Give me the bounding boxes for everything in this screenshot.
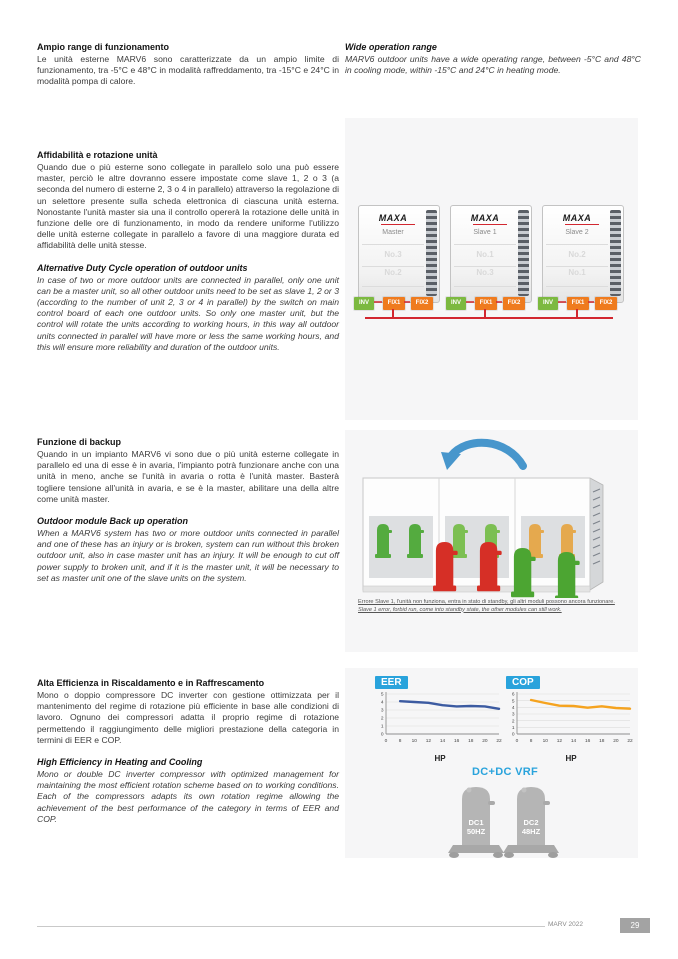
cop-xlabel: HP <box>565 754 577 763</box>
section-title-it: Funzione di backup <box>37 437 122 447</box>
fix2-box: FIX2 <box>503 297 525 310</box>
section-body-en: In case of two or more outdoor units are connected in parallel, only one unit can be a master unit, so all other outdoor units need to be set as slave 1, 2 or 3 (according to the number of unit 2, 3 or 4 in parallel) by the switch on main control board of each one outdoor units. So only one master unit, but the control will rotate the units according to working hours, in this way all outdoor units connected in parallel will have more or less the same working hours, and this will ensure more reliability and duration of the outdoor units. <box>37 274 339 352</box>
outdoor-unit-master <box>358 205 440 306</box>
footer-divider <box>37 926 545 927</box>
cop-line-chart <box>506 690 636 748</box>
svg-text:12: 12 <box>425 739 432 744</box>
section-efficiency <box>37 678 339 825</box>
compressor1-line2: 50HZ <box>466 827 486 836</box>
section-operation-range-it <box>37 42 339 88</box>
svg-text:0: 0 <box>380 732 384 738</box>
eer-line-chart <box>375 690 505 748</box>
unit-grille <box>426 210 437 296</box>
section-reliability <box>37 150 339 353</box>
logo-underline <box>381 224 415 225</box>
compressor2-line2: 48HZ <box>521 827 541 836</box>
eer-xlabel: HP <box>434 754 446 763</box>
section-body-en: When a MARV6 system has two or more outdoor units connected in parallel and one of these has an injury or is broken, system can run without this broken outdoor unit, also in case master unit has an injury. It will be enough to cut off power supply to broken unit, and if it is the master unit, it will be necessary to set as master unit one of the slave units on the system. <box>37 528 339 583</box>
maxa-logo: MAXA <box>470 213 500 223</box>
svg-text:18: 18 <box>599 739 605 744</box>
svg-text:14: 14 <box>439 739 446 744</box>
svg-text:3: 3 <box>380 708 384 714</box>
svg-text:18: 18 <box>468 739 474 744</box>
svg-text:12: 12 <box>556 739 563 744</box>
page-number-badge: 29 <box>620 918 650 933</box>
inv-box: INV <box>446 297 466 310</box>
section-title-en: Alternative Duty Cycle operation of outdoor units <box>37 262 248 273</box>
svg-text:3: 3 <box>511 712 515 718</box>
section-body-it: Quando due o più esterne sono collegate in parallelo solo una può essere master, perciò le altre dovranno essere impostate come slave 1, 2 o 3 (a seconda del numero di esterne 2, 3 o 4 in parallelo) attraverso la regolazione di un selettore presente sulla scheda elettronica di ciascuna unità esterna. Nonostante l'unità master sia una il controllo opererà la rotazione delle unità in funzione delle ore di funzionamento, in modo da rendere uniforme l'utilizzo delle unità esterne collegate in parallelo a favore di una maggiore durata ed affidabilità delle unità stesse. <box>37 162 339 251</box>
svg-text:2: 2 <box>380 716 384 722</box>
svg-text:22: 22 <box>496 739 502 744</box>
svg-text:20: 20 <box>482 739 488 744</box>
svg-text:4: 4 <box>380 700 384 706</box>
fix2-box: FIX2 <box>411 297 433 310</box>
outdoor-unit-slave1 <box>450 205 532 306</box>
svg-text:5: 5 <box>511 699 515 705</box>
unit-grille <box>518 210 529 296</box>
maxa-logo: MAXA <box>378 213 408 223</box>
module-number: No.1 <box>568 268 586 277</box>
section-backup <box>37 437 339 584</box>
svg-text:20: 20 <box>613 739 619 744</box>
section-body-en: Mono or double DC inverter compressor with optimized management for maintaining the most efficient rotation scheme based on to working conditions. Each of the compressors adapts its own rotation regime allowing the achievement of the best performance of the category in terms of EER and COP. <box>37 769 339 824</box>
dc-dc-vrf-title: DC+DC VRF <box>472 766 538 778</box>
fix1-box: FIX1 <box>567 297 589 310</box>
unit-label: Slave 2 <box>565 229 589 236</box>
section-title-en: High Efficiency in Heating and Cooling <box>37 757 203 768</box>
section-title-en: Wide operation range <box>345 42 437 52</box>
unit-grille <box>610 210 621 296</box>
section-body-it: Le unità esterne MARV6 sono caratterizzate da un ampio limite di funzionamento, tra -5°C e 48°C in modalità raffreddamento, tra -15°C e 24°C in modalità pompa di calore. <box>37 54 339 87</box>
unit-label: Master <box>382 229 404 236</box>
cop-chart <box>506 672 636 763</box>
svg-text:4: 4 <box>511 706 515 712</box>
module-number: No.3 <box>476 268 494 277</box>
logo-underline <box>473 224 507 225</box>
fix1-box: FIX1 <box>383 297 405 310</box>
compressor1-line1: DC1 <box>468 818 484 827</box>
inv-box: INV <box>538 297 558 310</box>
backup-caption-en: Slave 1 error, forbid run, come into standby state, the other modules can still work. <box>358 606 562 613</box>
module-number: No.2 <box>384 268 402 277</box>
units-diagram-panel <box>345 118 638 420</box>
section-title-en: Outdoor module Back up operation <box>37 516 189 527</box>
section-body-it: Mono o doppio compressore DC inverter con gestione ottimizzata per il mantenimento del regime di rotazione più efficiente in base alle condizioni di lavoro. Ognuno dei compressori adatta il proprio regime di rotazione permettendo il raggiungimento delle migliori prestazione della categoria in termini di EER e COP. <box>37 690 339 745</box>
svg-text:16: 16 <box>453 739 460 744</box>
svg-text:8: 8 <box>398 739 402 744</box>
svg-text:10: 10 <box>411 739 417 744</box>
outdoor-unit-slave2 <box>542 205 624 306</box>
section-title-it: Alta Efficienza in Riscaldamento e in Raffrescamento <box>37 678 265 688</box>
svg-text:8: 8 <box>529 739 533 744</box>
eer-chart <box>375 672 505 763</box>
section-operation-range-en <box>345 42 641 76</box>
section-body-it: Quando in un impianto MARV6 vi sono due o più unità esterne collegate in parallelo ed una di esse è in avaria, l'impianto potrà funzionare anche con una unità in meno, anche se l'unità in avaria o rotta è l'unità master. Basterà togliere tensione all'unità in avaria, e se è la master, abilitare una della altre come unità master. <box>37 449 339 504</box>
cop-badge: COP <box>506 676 540 689</box>
svg-text:16: 16 <box>584 739 591 744</box>
section-title-it: Ampio range di funzionamento <box>37 42 169 52</box>
eer-badge: EER <box>375 676 408 689</box>
svg-text:1: 1 <box>511 726 515 732</box>
backup-caption-it: Errore Slave 1, l'unità non funziona, entra in stato di standby, gli altri moduli possono ancora funzionare. <box>358 599 615 605</box>
backup-caption <box>358 599 628 614</box>
fix2-box: FIX2 <box>595 297 617 310</box>
footer-doc-label: MARV 2022 <box>548 921 583 928</box>
module-number: No.2 <box>568 250 586 259</box>
section-title-it: Affidabilità e rotazione unità <box>37 150 158 160</box>
svg-text:6: 6 <box>511 692 515 698</box>
svg-text:5: 5 <box>380 692 384 698</box>
unit-label: Slave 1 <box>473 229 497 236</box>
svg-text:1: 1 <box>380 724 384 730</box>
logo-underline <box>565 224 599 225</box>
fix1-box: FIX1 <box>475 297 497 310</box>
svg-text:14: 14 <box>570 739 577 744</box>
inv-box: INV <box>354 297 374 310</box>
compressors-drawing <box>442 781 572 861</box>
svg-text:0: 0 <box>384 739 388 744</box>
svg-text:0: 0 <box>511 732 515 738</box>
module-number: No.1 <box>476 250 494 259</box>
maxa-logo: MAXA <box>562 213 592 223</box>
svg-text:0: 0 <box>515 739 519 744</box>
backup-unit-drawing <box>345 430 638 598</box>
module-number: No.3 <box>384 250 402 259</box>
svg-text:2: 2 <box>511 719 515 725</box>
compressor2-line1: DC2 <box>523 818 539 827</box>
svg-text:22: 22 <box>627 739 633 744</box>
section-body-en: MARV6 outdoor units have a wide operating range, between -5°C and 48°C in cooling mode, within -15°C and 24°C in heating mode. <box>345 54 641 76</box>
backup-illustration-panel <box>345 430 638 652</box>
rotation-arrow-icon <box>451 443 523 466</box>
svg-text:10: 10 <box>542 739 548 744</box>
